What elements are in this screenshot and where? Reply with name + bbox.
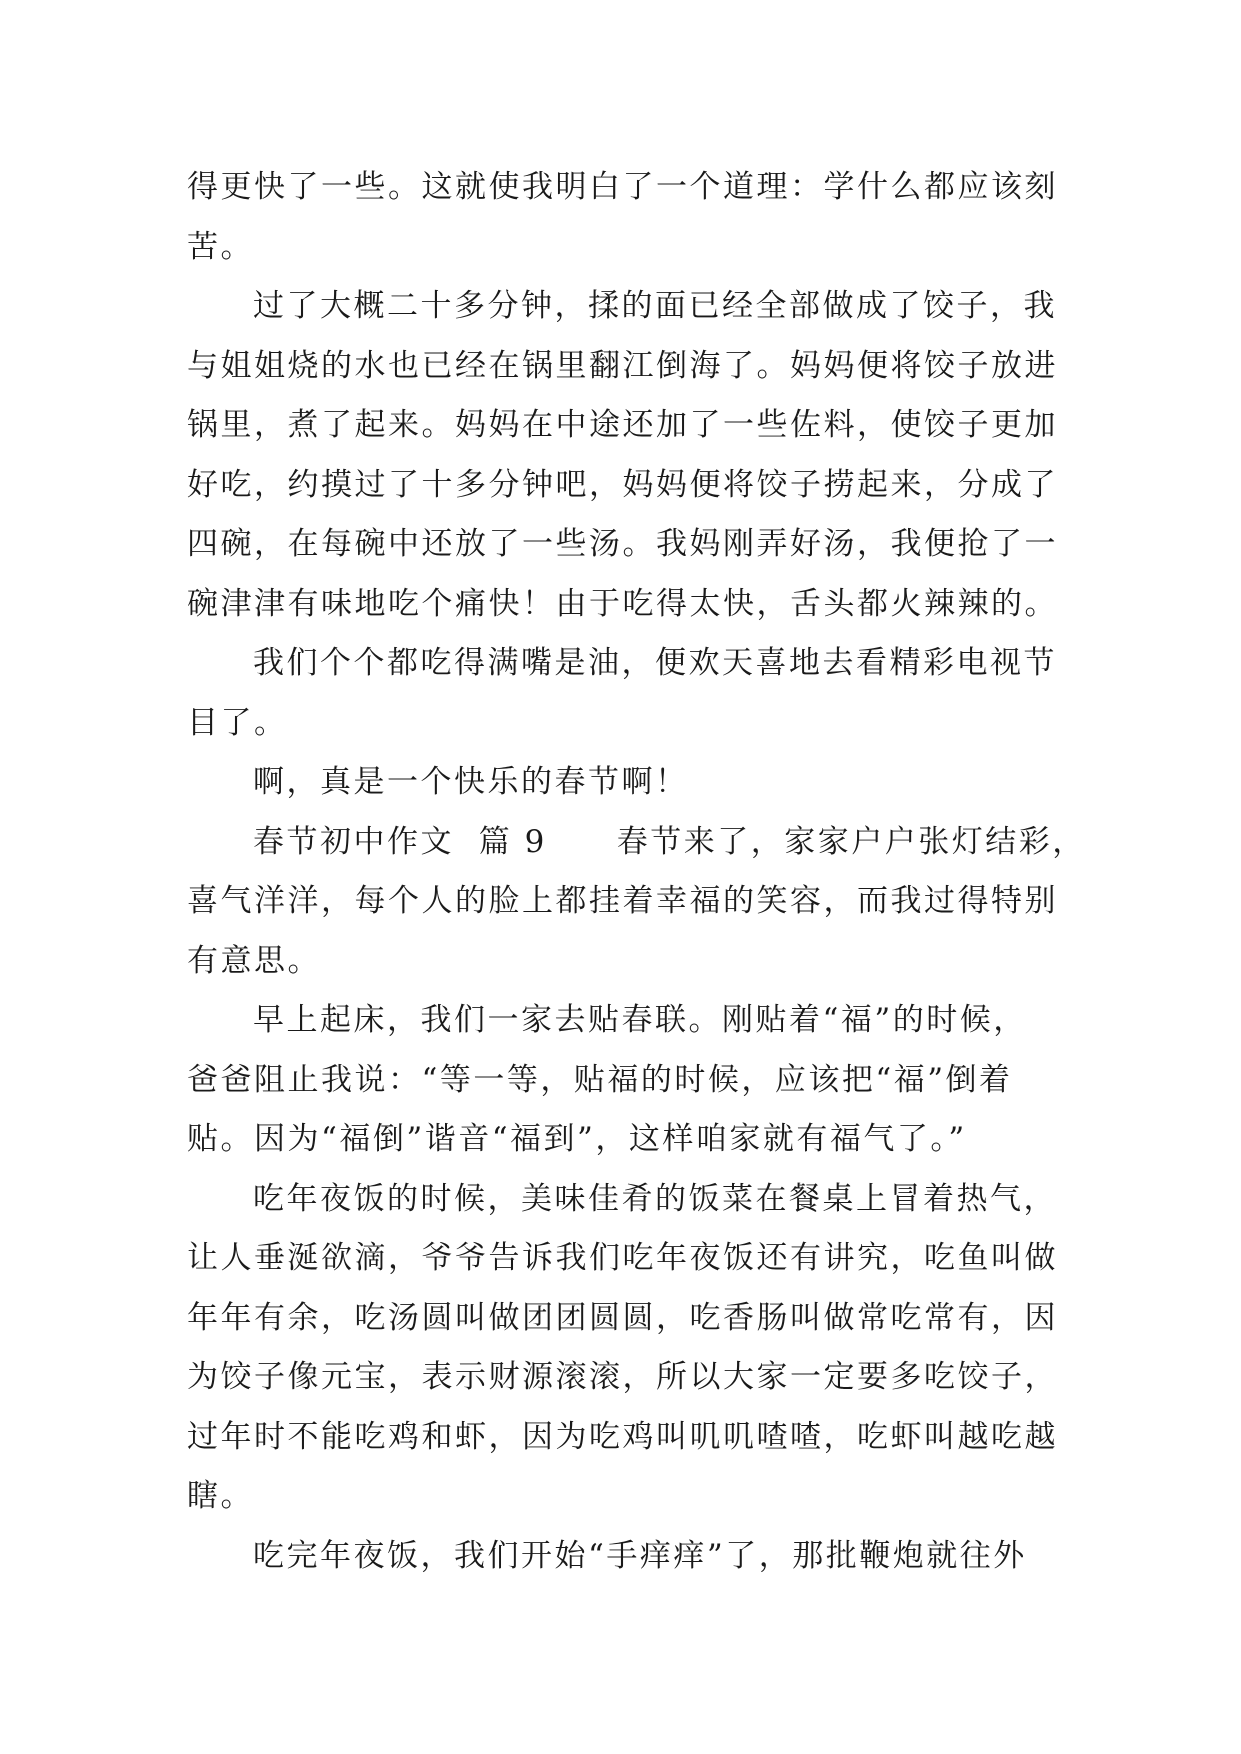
text-line: 过年时不能吃鸡和虾，因为吃鸡叫叽叽喳喳，吃虾叫越吃越 [187, 1418, 1058, 1455]
section-heading-line [187, 813, 1087, 873]
section-number: 篇 9 [478, 823, 547, 860]
section-title: 春节初中作文 [253, 823, 454, 860]
text-line: 年年有余，吃汤圆叫做团团圆圆，吃香肠叫做常吃常有，因 [187, 1299, 1058, 1336]
text-line: 爸爸阻止我说：“等一等，贴福的时候，应该把“福”倒着 [187, 1061, 1013, 1098]
text-line: 目了。 [187, 704, 288, 741]
text-line: 有意思。 [187, 942, 321, 979]
text-line: 四碗，在每碗中还放了一些汤。我妈刚弄好汤，我便抢了一 [187, 526, 1058, 562]
section-opening-text: 春节来了，家家户户张灯结彩， [616, 823, 1086, 860]
essay-body [187, 158, 1087, 1586]
text-line: 碗津津有味地吃个痛快！由于吃得太快，舌头都火辣辣的。 [187, 585, 1058, 622]
paragraph-start-line: 早上起床，我们一家去贴春联。刚贴着“福”的时候， [253, 1002, 1027, 1038]
text-line: 好吃，约摸过了十多分钟吧，妈妈便将饺子捞起来，分成了 [187, 466, 1058, 503]
text-line: 苦。 [187, 228, 254, 265]
text-line: 与姐姐烧的水也已经在锅里翻江倒海了。妈妈便将饺子放进 [187, 347, 1058, 384]
paragraph-start-line: 啊，真是一个快乐的春节啊！ [253, 764, 689, 800]
text-line: 贴。因为“福倒”谐音“福到”，这样咱家就有福气了。” [187, 1121, 967, 1157]
text-line: 得更快了一些。这就使我明白了一个道理：学什么都应该刻 [187, 169, 1058, 205]
text-line: 为饺子像元宝，表示财源滚滚，所以大家一定要多吃饺子， [187, 1359, 1058, 1395]
text-line: 让人垂涎欲滴，爷爷告诉我们吃年夜饭还有讲究，吃鱼叫做 [187, 1240, 1058, 1276]
paragraph-start-line: 过了大概二十多分钟，揉的面已经全部做成了饺子，我 [253, 288, 1057, 324]
text-line: 瞎。 [187, 1478, 254, 1514]
paragraph-start-line: 我们个个都吃得满嘴是油，便欢天喜地去看精彩电视节 [253, 645, 1057, 681]
text-line: 喜气洋洋，每个人的脸上都挂着幸福的笑容，而我过得特别 [187, 883, 1058, 919]
paragraph-start-line: 吃完年夜饭，我们开始“手痒痒”了，那批鞭炮就往外 [253, 1537, 1027, 1574]
paragraph-start-line: 吃年夜饭的时候，美味佳肴的饭菜在餐桌上冒着热气， [253, 1180, 1057, 1217]
text-line: 锅里，煮了起来。妈妈在中途还加了一些佐料，使饺子更加 [187, 407, 1058, 443]
